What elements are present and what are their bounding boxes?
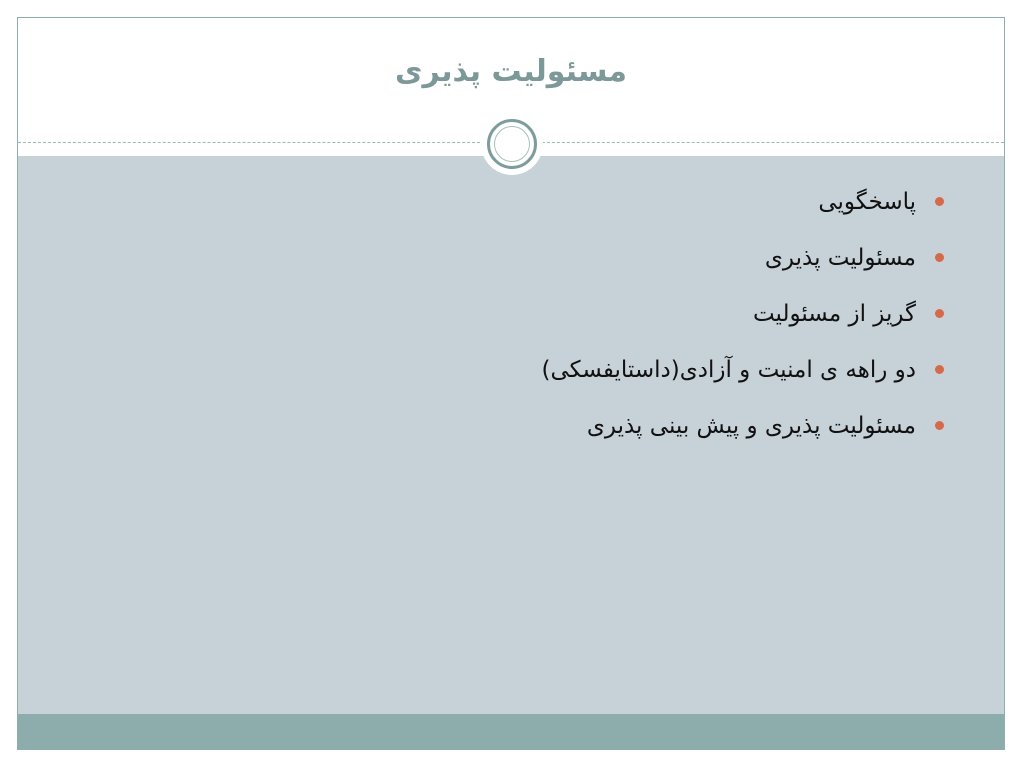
bullet-dot-icon: [935, 309, 944, 318]
slide-title[interactable]: مسئولیت پذیری: [395, 54, 627, 89]
list-item[interactable]: [541, 294, 944, 350]
list-item[interactable]: [541, 238, 944, 294]
list-item[interactable]: [541, 182, 944, 238]
bullet-text: مسئولیت پذیری و پیش بینی پذیری: [586, 413, 916, 439]
double-ring-circle-icon: [481, 113, 543, 175]
bullet-list: [541, 182, 944, 462]
bullet-dot-icon: [935, 421, 944, 430]
list-item[interactable]: [541, 350, 944, 406]
bullet-dot-icon: [935, 253, 944, 262]
inner-ring: [494, 126, 530, 162]
bullet-dot-icon: [935, 197, 944, 206]
bullet-dot-icon: [935, 365, 944, 374]
bullet-text: پاسخگویی: [818, 189, 916, 215]
outer-ring: [487, 119, 537, 169]
bullet-text: گریز از مسئولیت: [752, 301, 916, 327]
bullet-text: مسئولیت پذیری: [764, 245, 916, 271]
bullet-text: دو راهه ی امنیت و آزادی(داستایفسکی): [541, 357, 916, 383]
list-item[interactable]: [541, 406, 944, 462]
slide: [17, 17, 1005, 750]
footer-band: [18, 714, 1004, 749]
